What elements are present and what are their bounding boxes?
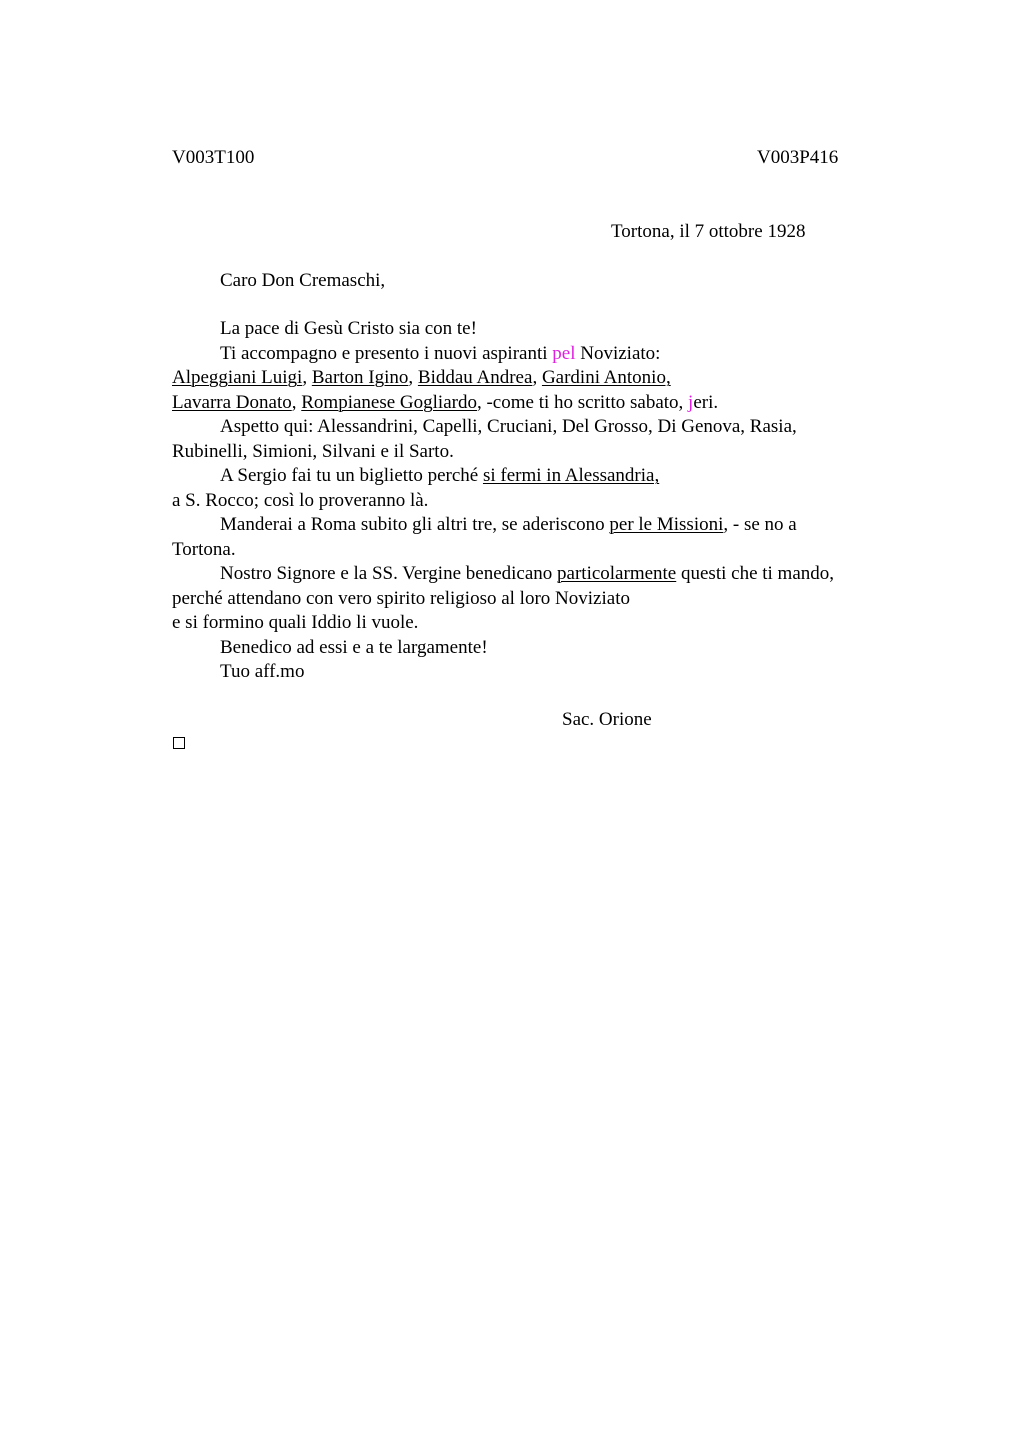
- text-span: Rubinelli, Simioni, Silvani e il Sarto.: [172, 440, 454, 462]
- text-span: ,: [408, 367, 418, 388]
- aspirant-name: Barton Igino: [311, 367, 409, 388]
- text-span: Benedico ad essi e a te largamente!: [220, 636, 488, 658]
- letter-line: [172, 366, 902, 391]
- text-span: , - se no a: [723, 514, 797, 535]
- text-span: ,: [302, 367, 312, 388]
- letter-line: [172, 317, 902, 342]
- aspirant-name: Gardini Antonio,: [541, 367, 671, 388]
- text-span: Ti accompagno e presento i nuovi aspiranti: [220, 342, 553, 364]
- text-span: Tortona.: [172, 538, 236, 560]
- text-span: Noviziato:: [575, 342, 661, 364]
- letter-line: [172, 342, 902, 367]
- letter-line: [172, 440, 902, 465]
- text-span: ,: [532, 367, 542, 388]
- aspirant-name: Lavarra Donato: [172, 391, 292, 413]
- text-span: a S. Rocco; così lo proveranno là.: [172, 489, 429, 511]
- text-span: perché attendano con vero spirito religioso al loro Noviziato: [172, 587, 630, 609]
- text-span: , -come ti ho scritto sabato,: [476, 391, 689, 413]
- text-span: questi che ti mando,: [676, 563, 835, 584]
- letter-line: [172, 513, 902, 538]
- text-span: Aspetto qui: Alessandrini, Capelli, Cruciani, Del Grosso, Di Genova, Rasia,: [220, 416, 797, 437]
- document-code-left: V003T100: [172, 147, 255, 168]
- aspirant-name: Alpeggiani Luigi: [172, 367, 303, 388]
- text-span: Tuo aff.mo: [220, 661, 305, 682]
- text-span: Nostro Signore e la SS. Vergine benedicano: [220, 563, 558, 584]
- text-span: eri.: [693, 391, 719, 413]
- text-span: e si formino quali Iddio li vuole.: [172, 612, 419, 633]
- text-span: La pace di Gesù Cristo sia con te!: [220, 318, 477, 339]
- underlined-text: particolarmente: [557, 563, 677, 584]
- signature: Sac. Orione: [562, 709, 652, 730]
- letter-line: [172, 391, 902, 416]
- text-span: ,: [291, 391, 302, 413]
- letter-line: [172, 636, 902, 661]
- document-code-right: V003P416: [757, 147, 839, 168]
- square-outline-icon: [173, 737, 185, 749]
- highlighted-word: pel: [552, 342, 576, 364]
- letter-line: [172, 464, 902, 489]
- letter-body: [172, 317, 902, 685]
- underlined-text: per le Missioni: [609, 514, 724, 535]
- aspirant-name: Rompianese Gogliardo: [301, 391, 477, 413]
- text-span: A Sergio fai tu un biglietto perché: [220, 465, 483, 486]
- highlighted-letter: j: [688, 391, 694, 413]
- letter-line: [172, 587, 902, 612]
- letter-line: [172, 611, 902, 636]
- letter-line: [172, 562, 902, 587]
- aspirant-name: Biddau Andrea: [417, 367, 533, 388]
- letter-line: [172, 415, 902, 440]
- text-span: Manderai a Roma subito gli altri tre, se aderiscono: [220, 514, 610, 535]
- date-line: Tortona, il 7 ottobre 1928: [611, 221, 806, 242]
- salutation: Caro Don Cremaschi,: [220, 270, 386, 291]
- letter-line: [172, 538, 902, 563]
- underlined-text: si fermi in Alessandria,: [482, 465, 660, 486]
- letter-line: [172, 489, 902, 514]
- closing-line: [172, 660, 902, 685]
